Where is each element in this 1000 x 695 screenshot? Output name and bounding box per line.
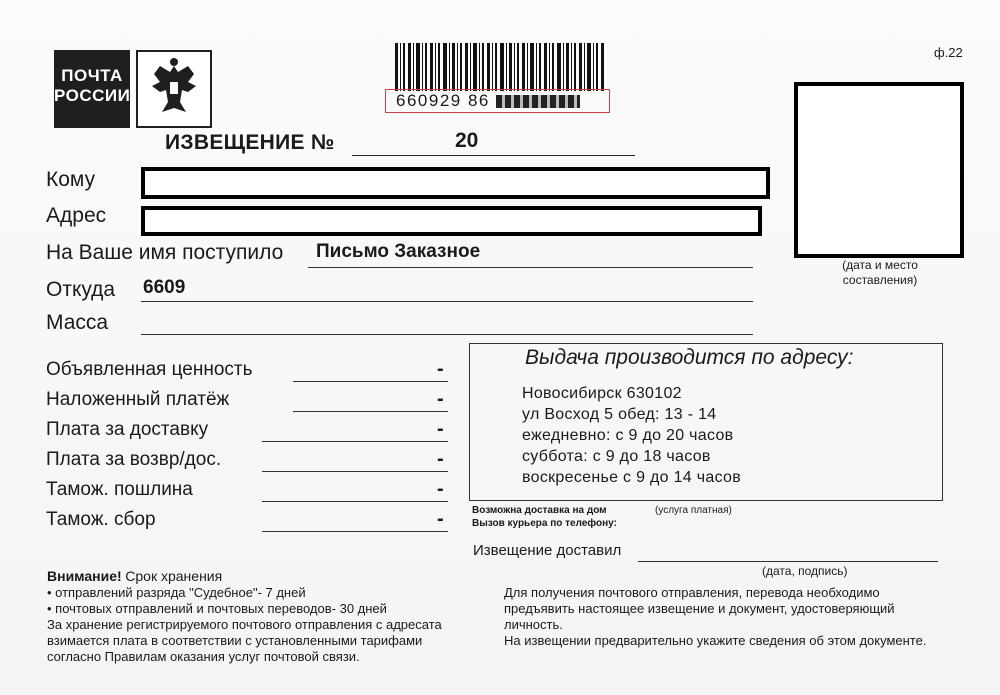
redacted-recipient	[141, 167, 770, 199]
charge-label: Плата за доставку	[46, 419, 209, 440]
notice-number-line	[352, 155, 635, 156]
barcode	[395, 43, 605, 91]
attention-item: • отправлений разряда "Судебное"- 7 дней	[47, 585, 306, 600]
weight-label: Масса	[46, 311, 109, 334]
charge-value: -	[437, 418, 444, 440]
from-line	[141, 301, 753, 302]
charge-value: -	[437, 388, 444, 410]
charge-line	[262, 501, 448, 502]
address-label: Адрес	[46, 204, 107, 227]
attention-item: • почтовых отправлений и почтовых переводов- 30 дней	[47, 601, 387, 616]
charge-label: Тамож. сбор	[46, 509, 156, 530]
weight-line	[141, 334, 753, 335]
storage-note: За хранение регистрируемого почтового отправления с адресата взимается плата в соответствии с установленными тарифами согласно Правилам оказания услуг почтовой связи.	[47, 617, 442, 664]
document-note-1: Для получения почтового отправления, перевода необходимо предъявить настоящее извещение и документ, удостоверяющий личность.	[504, 585, 895, 632]
redacted-barcode-digits	[496, 95, 580, 108]
charge-line	[262, 441, 448, 442]
charge-value: -	[437, 478, 444, 500]
date-signature-caption: (дата, подпись)	[762, 564, 848, 578]
attention-block	[47, 568, 477, 665]
attention-heading: Внимание!	[47, 568, 122, 584]
charge-value: -	[437, 508, 444, 530]
from-value: 6609	[143, 277, 186, 298]
charge-value: -	[437, 448, 444, 470]
received-value: Письмо Заказное	[316, 241, 481, 262]
delivery-box-heading: Выдача производится по адресу:	[525, 346, 854, 369]
attention-heading-rest: Срок хранения	[125, 568, 223, 584]
barcode-number-text: 660929 86	[396, 91, 490, 110]
notice-title: ИЗВЕЩЕНИЕ №	[165, 131, 335, 154]
notice-number: 20	[455, 129, 479, 152]
russian-post-logo	[54, 50, 130, 128]
delivery-box-line: ул Восход 5 обед: 13 - 14	[522, 406, 717, 423]
eagle-emblem-icon	[136, 50, 212, 128]
barcode-number	[385, 89, 610, 113]
from-label: Откуда	[46, 278, 116, 301]
charge-line	[293, 411, 448, 412]
courier-call-label: Вызов курьера по телефону:	[472, 518, 617, 529]
charge-line	[262, 531, 448, 532]
document-note-2: На извещении предварительно укажите сведения об этом документе.	[504, 633, 927, 648]
home-delivery-paid: (услуга платная)	[655, 505, 732, 516]
charge-line	[293, 381, 448, 382]
charge-label: Наложенный платёж	[46, 389, 230, 410]
delivered-by-label: Извещение доставил	[473, 542, 622, 559]
charge-label: Плата за возвр/дос.	[46, 449, 222, 470]
charge-label: Объявленная ценность	[46, 359, 253, 380]
to-label: Кому	[46, 168, 96, 191]
document-note	[504, 585, 934, 649]
logo-text-line2: РОССИИ	[54, 86, 131, 105]
redacted-stamp-area	[794, 82, 964, 258]
stamp-caption: (дата и место составления)	[842, 258, 918, 287]
charge-line	[262, 471, 448, 472]
form-code: ф.22	[934, 45, 963, 60]
logo-text-line1: ПОЧТА	[61, 66, 123, 85]
received-label: На Ваше имя поступило	[46, 241, 284, 264]
delivery-box-line: воскресенье с 9 до 14 часов	[522, 469, 742, 486]
received-line	[308, 267, 753, 268]
delivery-box-line: ежедневно: с 9 до 20 часов	[522, 427, 734, 444]
redacted-address	[141, 206, 762, 236]
delivered-by-line	[638, 561, 938, 562]
delivery-box-line: Новосибирск 630102	[522, 385, 682, 402]
home-delivery-label: Возможна доставка на дом	[472, 505, 607, 516]
delivery-box-line: суббота: с 9 до 18 часов	[522, 448, 711, 465]
charge-label: Тамож. пошлина	[46, 479, 193, 500]
charge-value: -	[437, 358, 444, 380]
